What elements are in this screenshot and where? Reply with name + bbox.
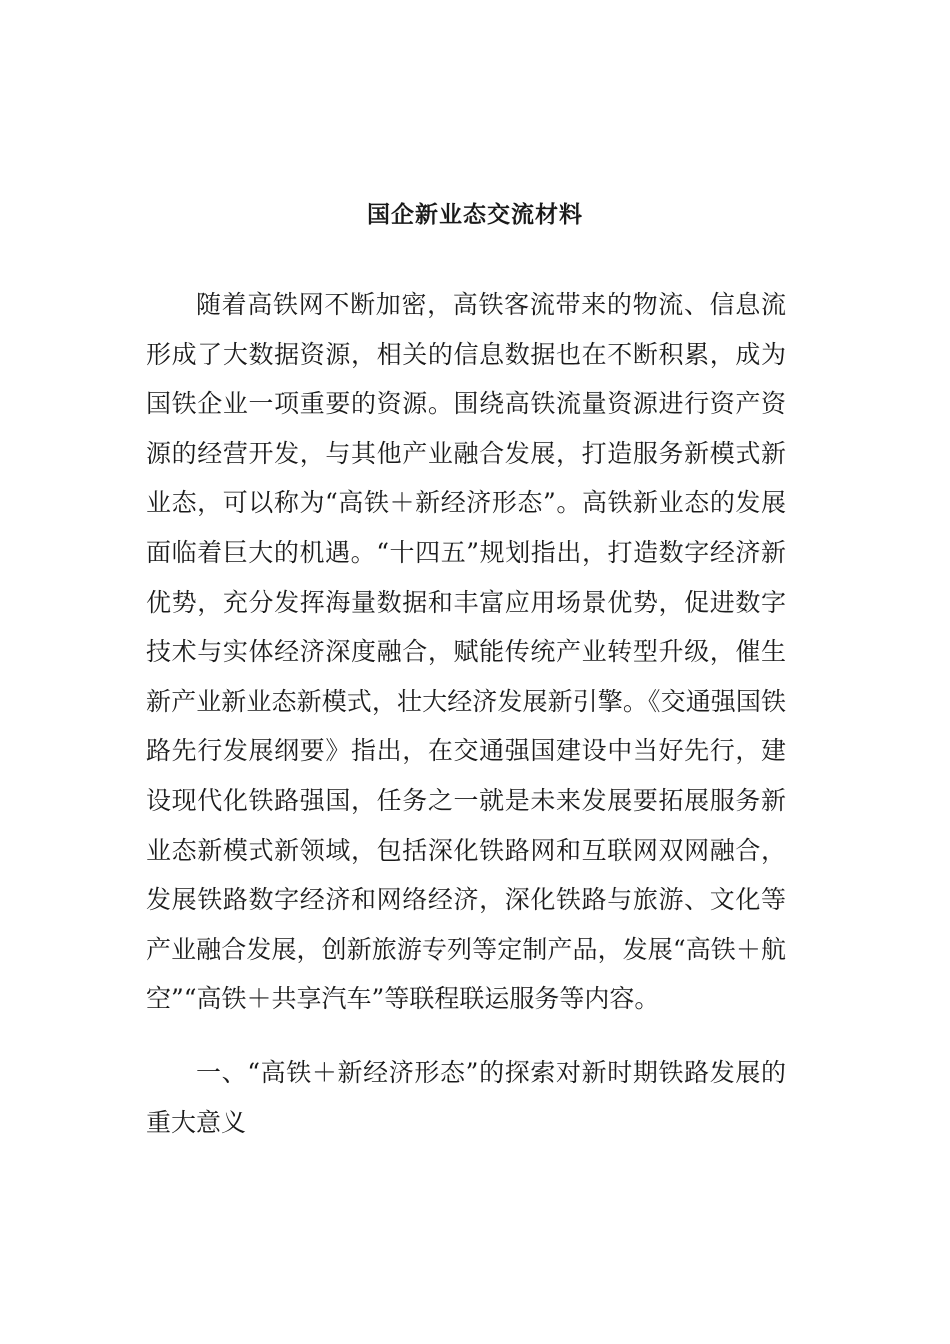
document-body xyxy=(146,280,786,1147)
section-1-heading: 一、“高铁＋新经济形态”的探索对新时期铁路发展的重大意义 xyxy=(146,1057,786,1137)
intro-paragraph: 随着高铁网不断加密，高铁客流带来的物流、信息流形成了大数据资源，相关的信息数据也在不断积累，成为国铁企业一项重要的资源。围绕高铁流量资源进行资产资源的经营开发，与其他产业融合发展，打造服务新模式新业态，可以称为“高铁＋新经济形态”。高铁新业态的发展面临着巨大的机遇。“十四五”规划指出，打造数字经济新优势，充分发挥海量数据和丰富应用场景优势，促进数字技术与实体经济深度融合，赋能传统产业转型升级，催生新产业新业态新模式，壮大经济发展新引擎。《交通强国铁路先行发展纲要》指出，在交通强国建设中当好先行，建设现代化铁路强国，任务之一就是未来发展要拓展服务新业态新模式新领域，包括深化铁路网和互联网双网融合，发展铁路数字经济和网络经济，深化铁路与旅游、文化等产业融合发展，创新旅游专列等定制产品，发展“高铁＋航空”“高铁＋共享汽车”等联程联运服务等内容。 xyxy=(146,290,786,1014)
document-title: 国企新业态交流材料 xyxy=(367,201,583,228)
